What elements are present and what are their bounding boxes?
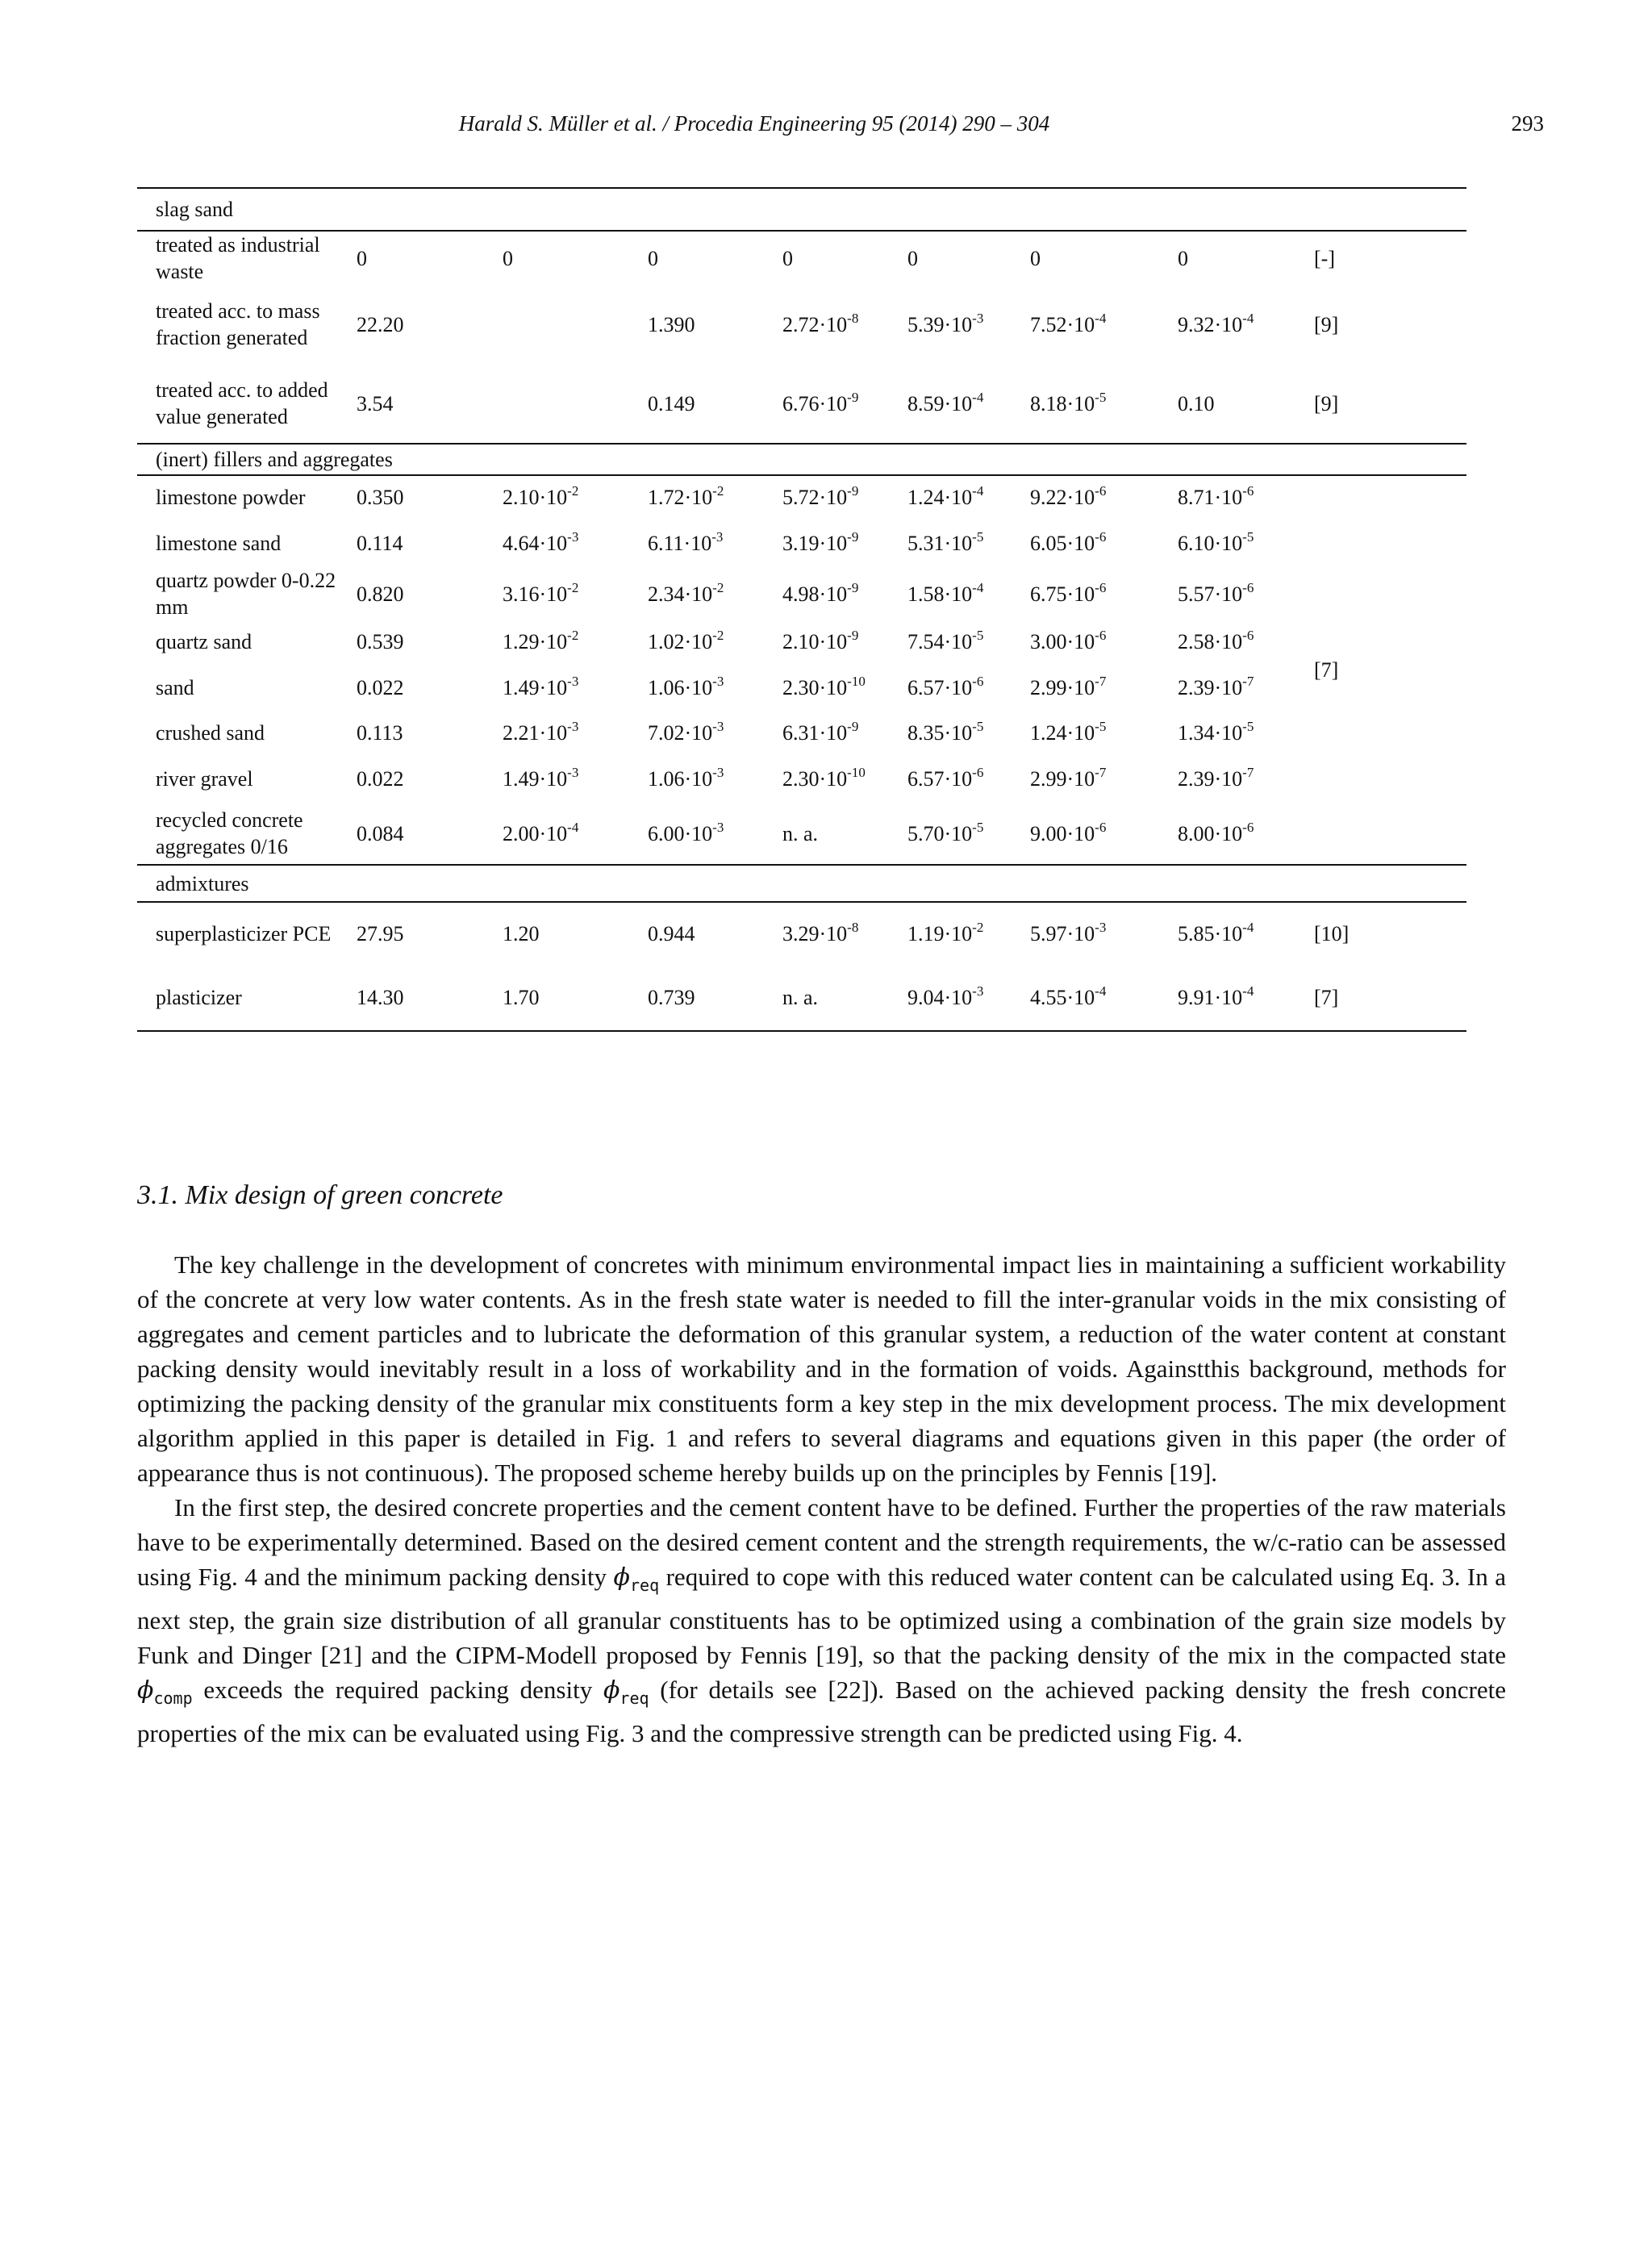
row-label: recycled concrete aggregates 0/16 — [156, 808, 303, 858]
table-cell: $8.59\cdot 10^{-4}$ — [907, 389, 984, 415]
table-cell: 0.739 — [629, 964, 764, 1031]
section-heading: 3.1. Mix design of green concrete — [137, 1180, 503, 1210]
row-label: treated acc. to mass fraction generated — [156, 299, 320, 349]
paragraph-2-text-1: In the first step, the desired concrete properties and the cement content have to be defined. Further the properties of the raw materials have to be experimentally determined. Based on the desired cement content and the strength requirements, the w/c-ratio can be assessed using Fig. 4 and the minimum packing density — [137, 1493, 1506, 1591]
table-cell: $1.06\cdot 10^{-3}$ — [648, 673, 724, 699]
table-cell: 0.539 — [357, 630, 404, 653]
table-cell: $4.98\cdot 10^{-9}$ — [782, 579, 859, 606]
paragraph-2 — [137, 1490, 1506, 1751]
row-label: treated acc. to added value generated — [156, 378, 328, 428]
table-cell: $6.75\cdot 10^{-6}$ — [1030, 579, 1107, 606]
reference-cell: [7] — [1295, 964, 1466, 1031]
table-cell: 0.10 — [1178, 391, 1215, 415]
table-cell: $6.00\cdot 10^{-3}$ — [648, 819, 724, 845]
table-cell: 0.350 — [357, 486, 404, 509]
table-cell: $7.02\cdot 10^{-3}$ — [648, 719, 724, 745]
table-cell — [484, 364, 629, 444]
table-row — [137, 620, 1466, 663]
table-cell: $5.85\cdot 10^{-4}$ — [1178, 919, 1254, 945]
table-cell: $2.21\cdot 10^{-3}$ — [503, 719, 579, 745]
section-title: admixtures — [137, 865, 1466, 902]
table-cell: $3.19\cdot 10^{-9}$ — [782, 528, 859, 555]
table-cell: 0.944 — [648, 921, 695, 945]
table-cell: $6.31\cdot 10^{-9}$ — [782, 719, 859, 745]
table-row — [137, 567, 1466, 620]
table-cell: 0 — [1030, 246, 1041, 270]
row-label: river gravel — [156, 766, 253, 791]
row-label: treated as industrial waste — [156, 233, 320, 283]
phi-req-symbol: $\phi_{req}$ — [603, 1676, 649, 1708]
table-cell: $2.30\cdot 10^{-10}$ — [782, 673, 866, 699]
table-cell: $2.99\cdot 10^{-7}$ — [1030, 673, 1107, 699]
table-cell: $9.32\cdot 10^{-4}$ — [1178, 310, 1254, 336]
row-label: quartz sand — [156, 630, 252, 653]
reference-cell: [9] — [1314, 391, 1339, 415]
table-row — [137, 712, 1466, 754]
table-cell: 0.022 — [357, 766, 404, 791]
table-cell: n. a. — [764, 964, 889, 1031]
row-label: limestone sand — [156, 531, 282, 555]
table-cell: 0.022 — [357, 675, 404, 699]
table-cell: 14.30 — [338, 964, 484, 1031]
table-cell: 0.084 — [357, 821, 404, 845]
reference-cell: [7] — [1314, 658, 1339, 682]
table-cell: $1.34\cdot 10^{-5}$ — [1178, 719, 1254, 745]
table-cell: $6.10\cdot 10^{-5}$ — [1178, 528, 1254, 555]
reference-cell: [-] — [1314, 246, 1335, 270]
table-cell: 0.149 — [648, 391, 695, 415]
row-label: crushed sand — [156, 721, 265, 745]
table-row — [137, 902, 1466, 964]
page-number: 293 — [1511, 111, 1544, 136]
table-cell: $2.00\cdot 10^{-4}$ — [503, 819, 579, 845]
table-row — [137, 964, 1466, 1031]
table-cell: 0.114 — [357, 531, 403, 555]
table-cell: $6.57\cdot 10^{-6}$ — [907, 764, 984, 791]
table-cell: $6.57\cdot 10^{-6}$ — [907, 673, 984, 699]
table-cell: 22.20 — [357, 312, 404, 336]
table-cell: $1.49\cdot 10^{-3}$ — [503, 764, 579, 791]
table-cell: $2.39\cdot 10^{-7}$ — [1178, 673, 1254, 699]
section-title: (inert) fillers and aggregates — [137, 444, 1466, 475]
table-cell: n. a. — [782, 821, 819, 845]
table-section-header — [137, 188, 1466, 231]
table-cell: $1.58\cdot 10^{-4}$ — [907, 579, 984, 606]
table-cell: 1.20 — [503, 921, 540, 945]
table-cell: $3.29\cdot 10^{-8}$ — [782, 919, 859, 945]
table-cell: $4.55\cdot 10^{-4}$ — [1012, 964, 1159, 1031]
table-cell: $9.00\cdot 10^{-6}$ — [1030, 819, 1107, 845]
table-cell: $3.16\cdot 10^{-2}$ — [503, 579, 579, 606]
table-row — [137, 663, 1466, 712]
table-cell: $5.72\cdot 10^{-9}$ — [782, 483, 859, 509]
table-cell: 1.390 — [648, 312, 695, 336]
paragraph-1: The key challenge in the development of concretes with minimum environmental impact lies in maintaining a sufficient workability of the concrete at very low water contents. As in the fresh state water is needed to fill the inter-granular voids in the mix consisting of aggregates and cement particles and to lubricate the deformation of this granular system, a reduction of the water content at constant packing density would inevitably result in a loss of workability and in the formation of voids. Againstthis background, methods for optimizing the packing density of the granular mix constituents form a key step in the mix development process. The mix development algorithm applied in this paper is detailed in Fig. 1 and refers to several diagrams and equations given in this paper (the order of appearance thus is not continuous). The proposed scheme hereby builds up on the principles by Fennis [19]. — [137, 1250, 1506, 1487]
table-row — [137, 803, 1466, 865]
running-head: Harald S. Müller et al. / Procedia Engineering 95 (2014) 290 – 304 — [458, 111, 1050, 136]
table-cell: $5.31\cdot 10^{-5}$ — [907, 528, 984, 555]
table-row — [137, 475, 1466, 519]
table-cell: $1.06\cdot 10^{-3}$ — [648, 764, 724, 791]
table-cell: $4.64\cdot 10^{-3}$ — [503, 528, 579, 555]
table-cell: 0 — [782, 246, 793, 270]
table-cell: 0 — [907, 246, 918, 270]
table-cell: $8.18\cdot 10^{-5}$ — [1030, 389, 1107, 415]
table-row — [137, 519, 1466, 567]
table-cell: 1.70 — [484, 964, 629, 1031]
table-cell: $3.00\cdot 10^{-6}$ — [1030, 628, 1107, 653]
table-cell: $8.71\cdot 10^{-6}$ — [1178, 483, 1254, 509]
table-cell: $1.24\cdot 10^{-4}$ — [907, 483, 984, 509]
table-cell: $5.39\cdot 10^{-3}$ — [907, 310, 984, 336]
table-cell: $1.72\cdot 10^{-2}$ — [648, 483, 724, 509]
table-cell: $9.91\cdot 10^{-4}$ — [1159, 964, 1295, 1031]
reference-cell: [9] — [1314, 312, 1339, 336]
table-cell: $6.11\cdot 10^{-3}$ — [648, 528, 724, 555]
table-cell: $5.97\cdot 10^{-3}$ — [1030, 919, 1107, 945]
table-cell: $8.00\cdot 10^{-6}$ — [1178, 819, 1254, 845]
body-text — [137, 1247, 1506, 1751]
reference-cell: [10] — [1314, 921, 1350, 945]
table-cell: $9.22\cdot 10^{-6}$ — [1030, 483, 1107, 509]
table-cell: 0 — [503, 246, 513, 270]
section-title: slag sand — [137, 188, 1466, 231]
paragraph-2-text-2: required to cope with this reduced water content can be calculated using Eq. 3. In a next step, the grain size distribution of all granular constituents has to be optimized using a combination of the grain size models by Funk and Dinger [21] and the CIPM-Modell proposed by Fennis [19], so that the packing density of the mix in the compacted state — [137, 1563, 1507, 1669]
table-cell: $6.76\cdot 10^{-9}$ — [782, 389, 859, 415]
table-cell: $5.70\cdot 10^{-5}$ — [907, 819, 984, 845]
table-cell: $7.54\cdot 10^{-5}$ — [907, 628, 984, 653]
table-cell: 3.54 — [357, 391, 394, 415]
table-row — [137, 754, 1466, 803]
paragraph-2-text-3: exceeds the required packing density — [192, 1676, 603, 1704]
table-cell: 0.820 — [357, 582, 404, 606]
table-cell: $2.30\cdot 10^{-10}$ — [782, 764, 866, 791]
table-row — [137, 231, 1466, 285]
table-cell: $2.34\cdot 10^{-2}$ — [648, 579, 724, 606]
table-cell: 0 — [1178, 246, 1188, 270]
table-cell: $1.29\cdot 10^{-2}$ — [503, 628, 579, 653]
table-cell: $1.02\cdot 10^{-2}$ — [648, 628, 724, 653]
table-cell: $2.10\cdot 10^{-9}$ — [782, 628, 859, 653]
row-label: plasticizer — [137, 964, 338, 1031]
table-cell: 0 — [648, 246, 658, 270]
table-cell — [484, 285, 629, 364]
table-cell: $1.49\cdot 10^{-3}$ — [503, 673, 579, 699]
table-cell: $1.19\cdot 10^{-2}$ — [907, 919, 984, 945]
table-cell: 0 — [357, 246, 367, 270]
table-cell: 0.113 — [357, 721, 403, 745]
row-label: quartz powder 0-0.22 mm — [156, 569, 336, 619]
data-table — [137, 187, 1466, 1032]
table-cell: $1.24\cdot 10^{-5}$ — [1030, 719, 1107, 745]
page-header — [0, 111, 1652, 144]
table-cell: 27.95 — [357, 921, 404, 945]
paragraph-2-text-4: (for details see [22]). Based on the achieved packing density the fresh concrete properties of the mix can be evaluated using Fig. 3 and the compressive strength can be predicted using Fig. 4. — [137, 1676, 1506, 1747]
table-cell: $7.52\cdot 10^{-4}$ — [1030, 310, 1107, 336]
table-row — [137, 364, 1466, 444]
row-label: sand — [156, 675, 194, 699]
row-label: limestone powder — [156, 486, 306, 509]
table-cell: $2.99\cdot 10^{-7}$ — [1030, 764, 1107, 791]
table-cell: $2.39\cdot 10^{-7}$ — [1178, 764, 1254, 791]
row-label: superplasticizer PCE — [156, 921, 332, 945]
table-section-header — [137, 865, 1466, 902]
phi-comp-symbol: $\phi_{comp}$ — [137, 1676, 193, 1708]
phi-req-symbol: $\phi_{req}$ — [613, 1563, 660, 1595]
table-row — [137, 285, 1466, 364]
table-section-header — [137, 444, 1466, 475]
table-cell: $2.58\cdot 10^{-6}$ — [1178, 628, 1254, 653]
table-cell: $8.35\cdot 10^{-5}$ — [907, 719, 984, 745]
table-cell: $2.10\cdot 10^{-2}$ — [503, 483, 579, 509]
table-cell: $9.04\cdot 10^{-3}$ — [889, 964, 1012, 1031]
table-cell: $6.05\cdot 10^{-6}$ — [1030, 528, 1107, 555]
table-cell: $2.72\cdot 10^{-8}$ — [782, 310, 859, 336]
table-cell: $5.57\cdot 10^{-6}$ — [1178, 579, 1254, 606]
